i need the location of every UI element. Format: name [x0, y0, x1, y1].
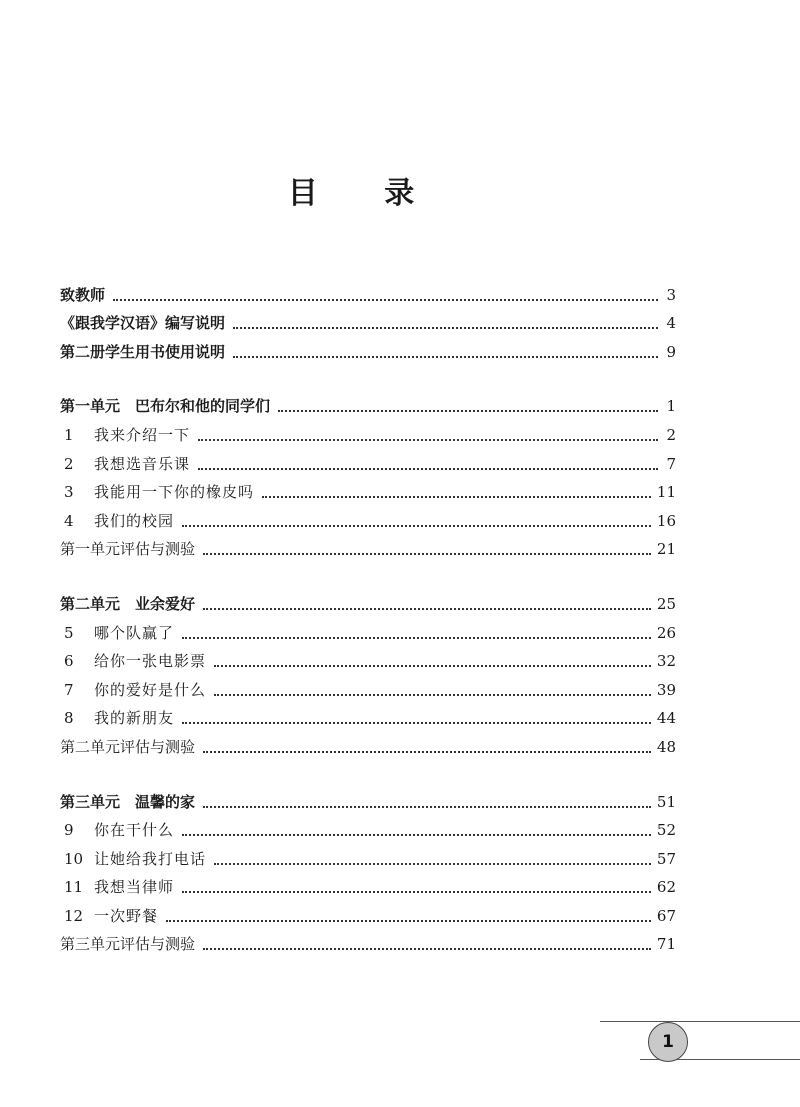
lesson-label: 我的新朋友: [94, 709, 175, 728]
dot-leader: [203, 552, 651, 555]
lesson-number: 2: [64, 454, 74, 473]
toc-unit-heading[interactable]: [60, 585, 676, 614]
dot-leader: [278, 409, 658, 412]
toc-entry-label: 致教师: [60, 285, 106, 304]
page-title: 目 录: [287, 176, 443, 211]
dot-leader: [214, 862, 651, 865]
dot-leader: [113, 298, 658, 301]
dot-leader: [233, 326, 658, 329]
toc-unit-label: 第三单元 温馨的家: [60, 792, 196, 811]
dot-leader: [214, 693, 651, 696]
toc-lesson-entry[interactable]: [60, 614, 676, 643]
footer-rule-top: [600, 1021, 800, 1022]
toc-page-number: 67: [656, 906, 676, 925]
toc-assessment-entry[interactable]: [60, 531, 676, 560]
toc-lesson-entry[interactable]: [60, 700, 676, 729]
dot-leader: [166, 919, 651, 922]
dot-leader: [182, 721, 651, 724]
assessment-label: 第一单元评估与测验: [60, 540, 196, 559]
lesson-label: 一次野餐: [94, 906, 159, 925]
toc-lesson-entry[interactable]: [60, 897, 676, 926]
toc-page-number: 1: [666, 397, 676, 416]
dot-leader: [182, 524, 651, 527]
toc-entry-compilation-notes[interactable]: [60, 305, 676, 334]
toc-page-number: 11: [656, 483, 676, 502]
toc-page-number: 25: [656, 594, 676, 613]
toc-unit-label: 第二单元 业余爱好: [60, 594, 196, 613]
toc-page-number: 51: [656, 792, 676, 811]
lesson-label: 让她给我打电话: [94, 849, 207, 868]
section-spacer: [60, 362, 676, 388]
lesson-number: 11: [64, 878, 84, 897]
lesson-number: 1: [64, 425, 74, 444]
dot-leader: [203, 607, 651, 610]
toc-assessment-entry[interactable]: [60, 728, 676, 757]
toc-page-number: 52: [656, 821, 676, 840]
toc-page-number: 44: [656, 709, 676, 728]
lesson-label: 我们的校园: [94, 511, 175, 530]
dot-leader: [198, 438, 658, 441]
lesson-number: 8: [64, 709, 74, 728]
toc-lesson-entry[interactable]: [60, 445, 676, 474]
lesson-number: 10: [64, 849, 84, 868]
toc-page-number: 39: [656, 680, 676, 699]
toc-page-number: 62: [656, 878, 676, 897]
table-of-contents: [60, 276, 676, 954]
lesson-number: 9: [64, 821, 74, 840]
lesson-number: 4: [64, 511, 74, 530]
toc-lesson-entry[interactable]: [60, 416, 676, 445]
toc-page-number: 2: [666, 425, 676, 444]
toc-page-number: 26: [656, 623, 676, 642]
lesson-label: 哪个队赢了: [94, 623, 175, 642]
dot-leader: [198, 467, 658, 470]
dot-leader: [182, 890, 651, 893]
dot-leader: [233, 355, 658, 358]
toc-lesson-entry[interactable]: [60, 502, 676, 531]
lesson-number: 7: [64, 680, 74, 699]
lesson-number: 12: [64, 906, 84, 925]
lesson-label: 我想选音乐课: [94, 454, 191, 473]
lesson-label: 你的爱好是什么: [94, 680, 207, 699]
lesson-label: 我来介绍一下: [94, 425, 191, 444]
lesson-label: 我想当律师: [94, 878, 175, 897]
toc-assessment-entry[interactable]: [60, 926, 676, 955]
dot-leader: [182, 833, 651, 836]
lesson-label: 我能用一下你的橡皮吗: [94, 483, 255, 502]
toc-lesson-entry[interactable]: [60, 474, 676, 503]
toc-page-number: 21: [656, 540, 676, 559]
toc-page-number: 4: [666, 314, 676, 333]
lesson-number: 3: [64, 483, 74, 502]
lesson-number: 6: [64, 652, 74, 671]
toc-lesson-entry[interactable]: [60, 671, 676, 700]
toc-entry-label: 《跟我学汉语》编写说明: [60, 314, 226, 333]
toc-lesson-entry[interactable]: [60, 869, 676, 898]
lesson-label: 给你一张电影票: [94, 652, 207, 671]
toc-entry-to-teachers[interactable]: [60, 276, 676, 305]
toc-unit-heading[interactable]: [60, 388, 676, 417]
dot-leader: [214, 664, 651, 667]
toc-entry-label: 第二册学生用书使用说明: [60, 342, 226, 361]
section-spacer: [60, 757, 676, 783]
dot-leader: [203, 805, 651, 808]
toc-page-number: 9: [666, 342, 676, 361]
lesson-number: 5: [64, 623, 74, 642]
dot-leader: [182, 636, 651, 639]
assessment-label: 第二单元评估与测验: [60, 737, 196, 756]
dot-leader: [203, 750, 651, 753]
toc-unit-label: 第一单元 巴布尔和他的同学们: [60, 397, 271, 416]
toc-lesson-entry[interactable]: [60, 812, 676, 841]
page-number-badge: 1: [648, 1022, 688, 1062]
dot-leader: [203, 947, 651, 950]
toc-page-number: 16: [656, 511, 676, 530]
toc-entry-usage-notes[interactable]: [60, 333, 676, 362]
toc-page-number: 48: [656, 737, 676, 756]
toc-page-number: 32: [656, 652, 676, 671]
dot-leader: [262, 495, 651, 498]
toc-lesson-entry[interactable]: [60, 840, 676, 869]
lesson-label: 你在干什么: [94, 821, 175, 840]
toc-page-number: 3: [666, 285, 676, 304]
toc-lesson-entry[interactable]: [60, 643, 676, 672]
assessment-label: 第三单元评估与测验: [60, 935, 196, 954]
toc-page-number: 57: [656, 849, 676, 868]
toc-page-number: 7: [666, 454, 676, 473]
toc-page-number: 71: [656, 935, 676, 954]
toc-unit-heading[interactable]: [60, 783, 676, 812]
section-spacer: [60, 559, 676, 585]
